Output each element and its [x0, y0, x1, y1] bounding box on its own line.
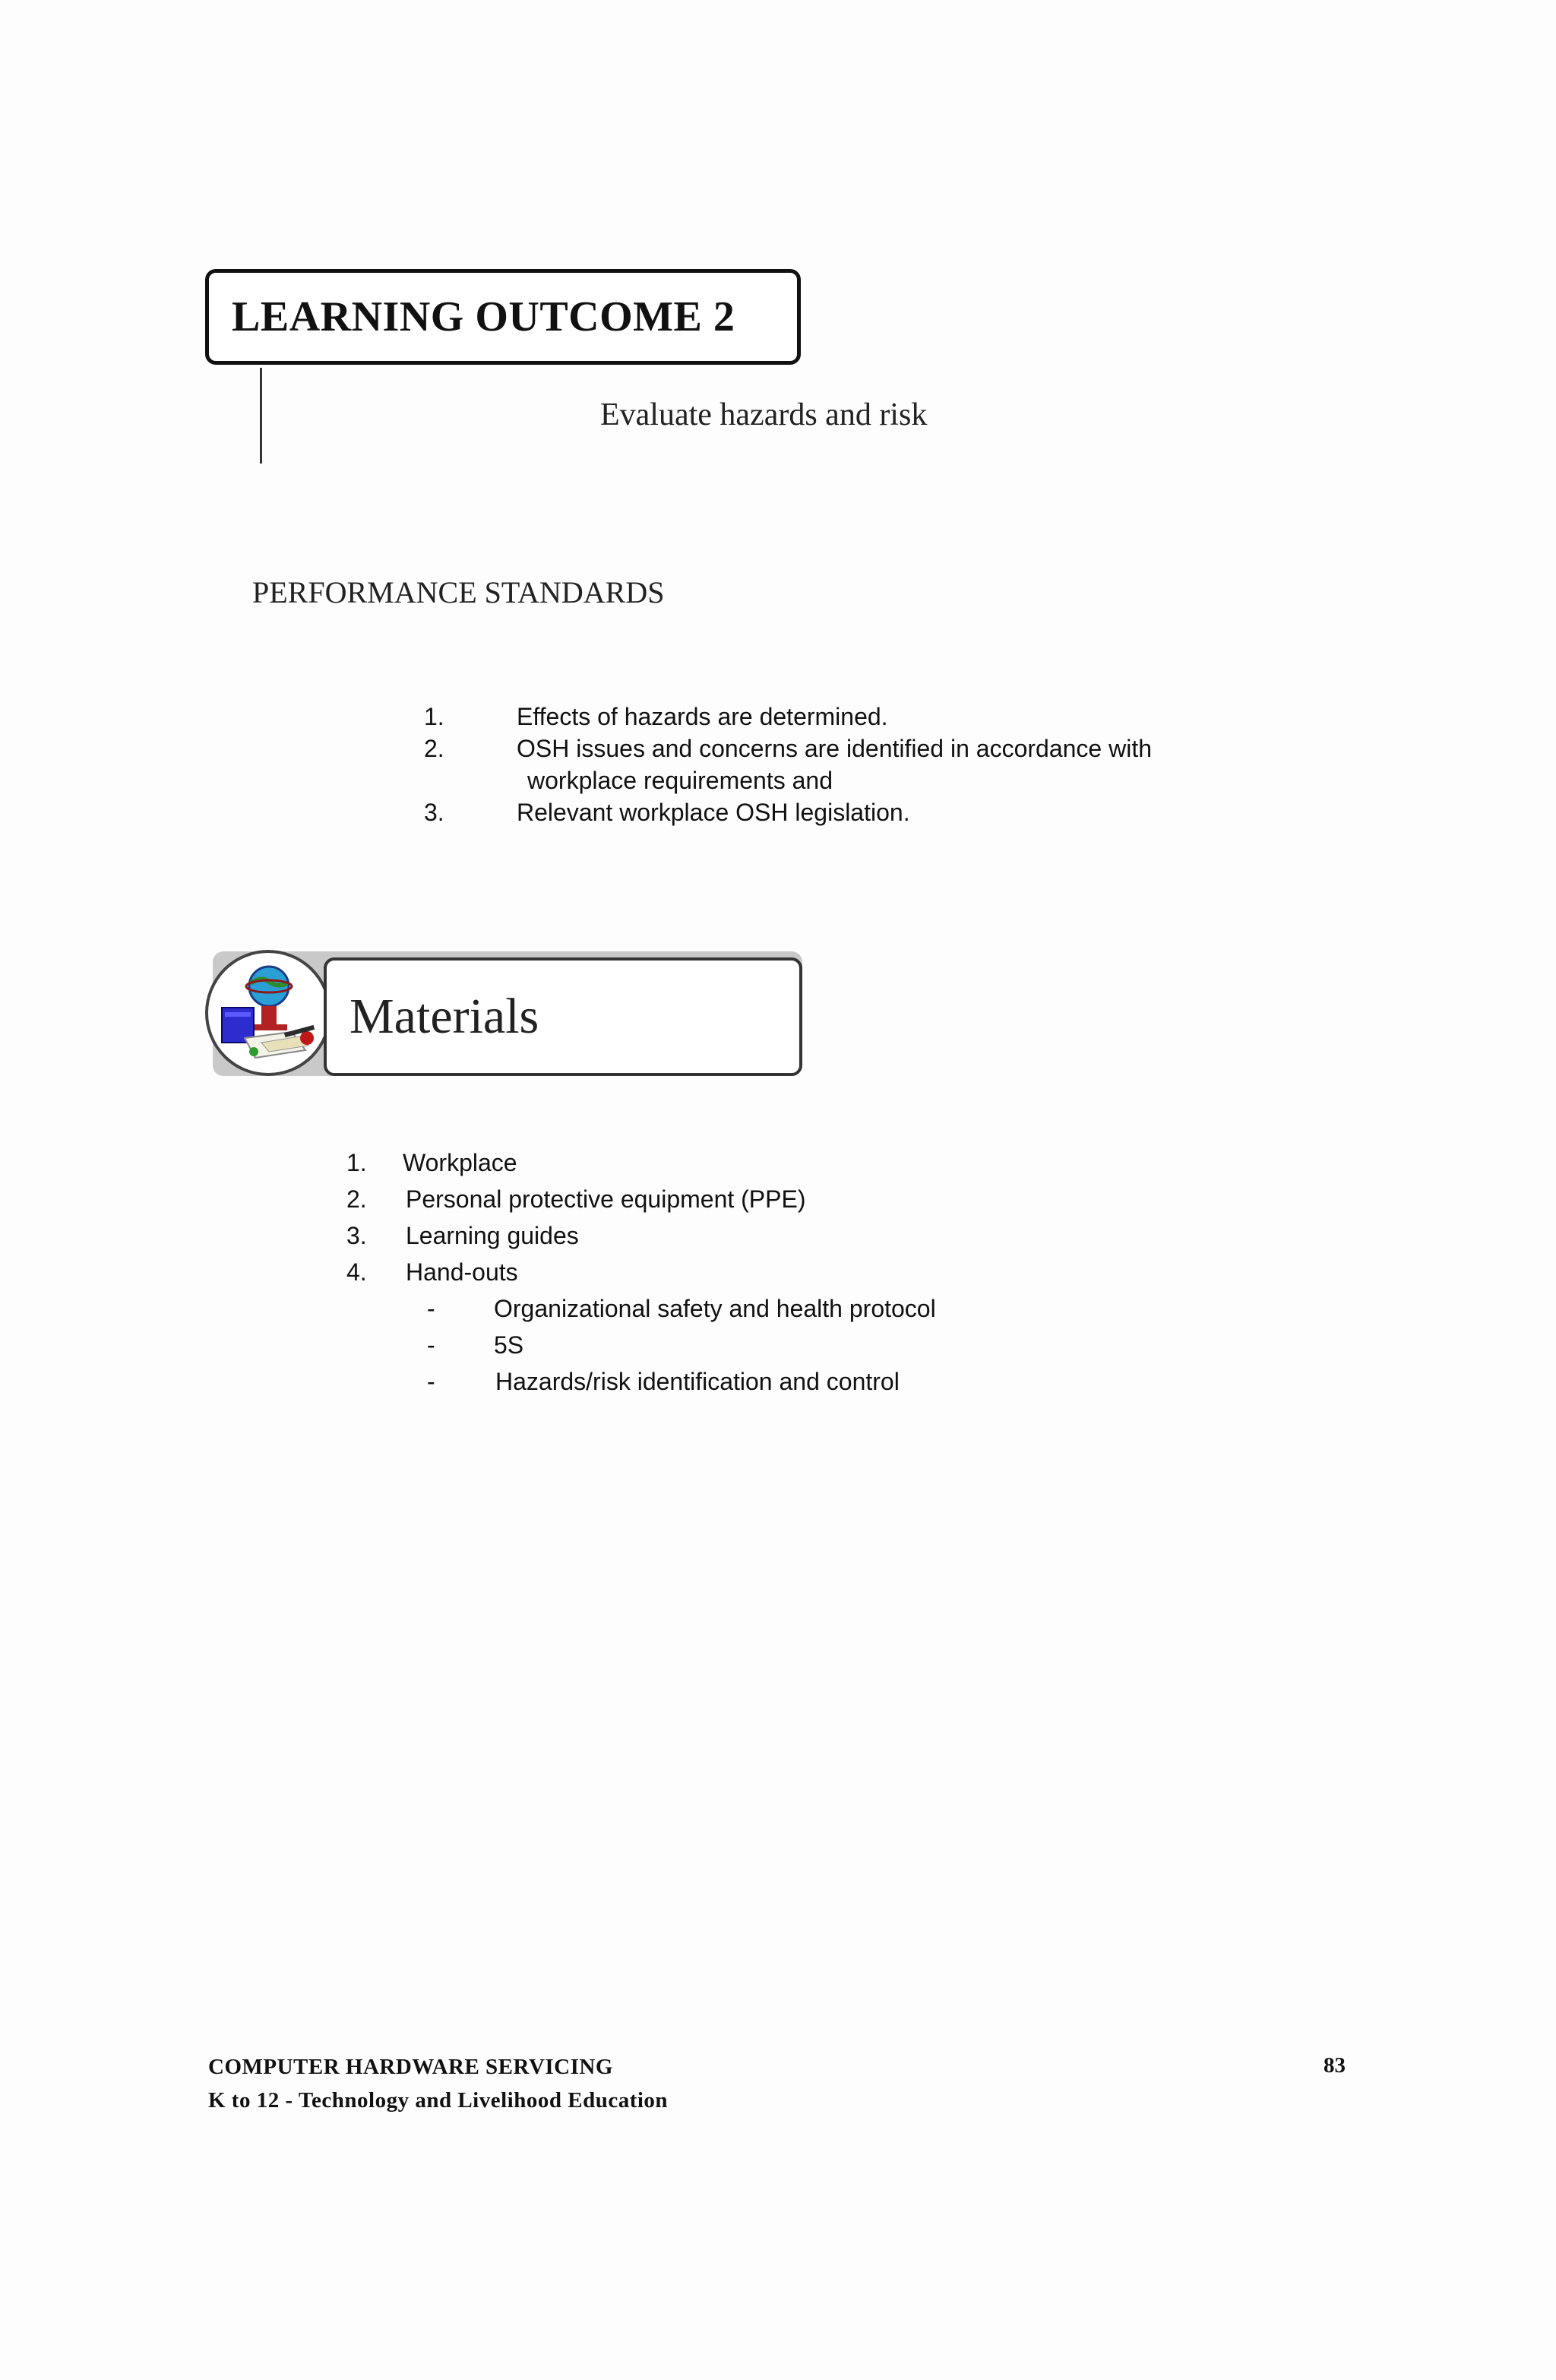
list-dash: - [427, 1368, 435, 1395]
list-number: 2. [424, 735, 444, 762]
list-item [346, 1217, 936, 1254]
list-item [346, 1144, 936, 1181]
footer-title: COMPUTER HARDWARE SERVICING [208, 2055, 613, 2079]
sub-list-item [346, 1327, 936, 1363]
list-text: Personal protective equipment (PPE) [406, 1185, 806, 1213]
performance-standards-list [424, 701, 1260, 828]
list-text: Organizational safety and health protocol [494, 1295, 936, 1322]
learning-outcome-title: LEARNING OUTCOME 2 [232, 293, 735, 340]
list-text: Effects of hazards are determined. [517, 703, 888, 730]
list-item [346, 1254, 936, 1290]
list-text: Hand-outs [406, 1258, 518, 1286]
sub-list-item [346, 1363, 936, 1400]
connector-line [260, 368, 262, 464]
footer-subtitle: K to 12 - Technology and Livelihood Education [208, 2088, 669, 2113]
list-number: 4. [346, 1258, 367, 1286]
list-item-continuation: workplace requirements and [527, 767, 833, 794]
list-dash: - [427, 1295, 435, 1322]
materials-banner [205, 948, 804, 1084]
materials-heading: Materials [349, 989, 539, 1044]
list-number: 3. [346, 1222, 367, 1249]
materials-heading-box [324, 957, 802, 1076]
learning-outcome-subtitle: Evaluate hazards and risk [600, 397, 928, 432]
list-number: 1. [424, 703, 444, 730]
learning-outcome-box [205, 269, 801, 365]
list-text: Workplace [403, 1149, 517, 1176]
list-number: 1. [346, 1149, 367, 1176]
page-number: 83 [1324, 2053, 1346, 2078]
list-text: Learning guides [406, 1222, 579, 1249]
list-text: 5S [494, 1331, 524, 1359]
list-number: 3. [424, 799, 444, 826]
list-number: 2. [346, 1185, 367, 1213]
list-dash: - [427, 1331, 435, 1359]
performance-standards-heading: PERFORMANCE STANDARDS [252, 575, 665, 609]
list-item [424, 733, 1260, 764]
materials-clipart-icon [205, 950, 331, 1076]
list-text: OSH issues and concerns are identified in accordance with [517, 735, 1152, 762]
list-item [424, 701, 1260, 733]
list-item [424, 796, 1260, 828]
list-item [346, 1181, 936, 1217]
sub-list-item [346, 1290, 936, 1327]
materials-list [346, 1144, 936, 1400]
list-text: Hazards/risk identification and control [495, 1368, 900, 1395]
list-text: Relevant workplace OSH legislation. [517, 799, 910, 826]
